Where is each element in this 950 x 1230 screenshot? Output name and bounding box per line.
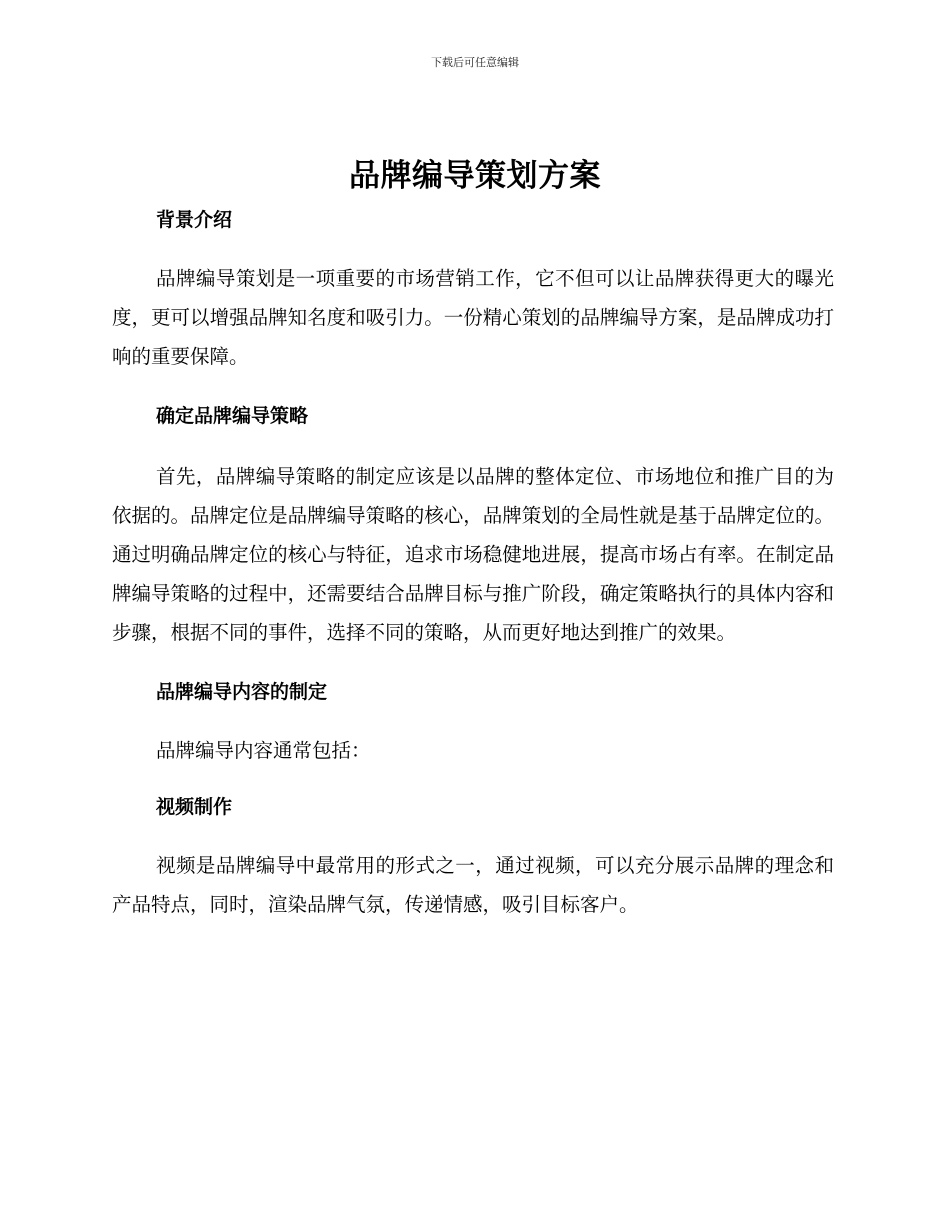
paragraph-background: 品牌编导策划是一项重要的市场营销工作，它不但可以让品牌获得更大的曝光度，更可以增强品牌知名度和吸引力。一份精心策划的品牌编导方案，是品牌成功打响的重要保障。 [112, 267, 834, 368]
document-body [112, 205, 834, 924]
paragraph-content: 品牌编导内容通常包括： [156, 739, 371, 762]
paragraph-strategy: 首先，品牌编导策略的制定应该是以品牌的整体定位、市场地位和推广目的为依据的。品牌定位是品牌编导策略的核心，品牌策划的全局性就是基于品牌定位的。通过明确品牌定位的核心与特征，追求市场稳健地进展，提高市场占有率。在制定品牌编导策略的过程中，还需要结合品牌目标与推广阶段，确定策略执行的具体内容和步骤，根据不同的事件，选择不同的策略，从而更好地达到推广的效果。 [112, 465, 834, 644]
paragraph-video: 视频是品牌编导中最常用的形式之一，通过视频，可以充分展示品牌的理念和产品特点，同时，渲染品牌气氛，传递情感，吸引目标客户。 [112, 854, 834, 916]
section-heading-strategy: 确定品牌编导策略 [156, 405, 309, 427]
document-title: 品牌编导策划方案 [349, 158, 601, 194]
section-heading-video: 视频制作 [156, 796, 233, 818]
header-note: 下载后可任意编辑 [431, 56, 519, 69]
section-heading-content: 品牌编导内容的制定 [156, 681, 328, 703]
section-heading-background: 背景介绍 [156, 209, 233, 231]
